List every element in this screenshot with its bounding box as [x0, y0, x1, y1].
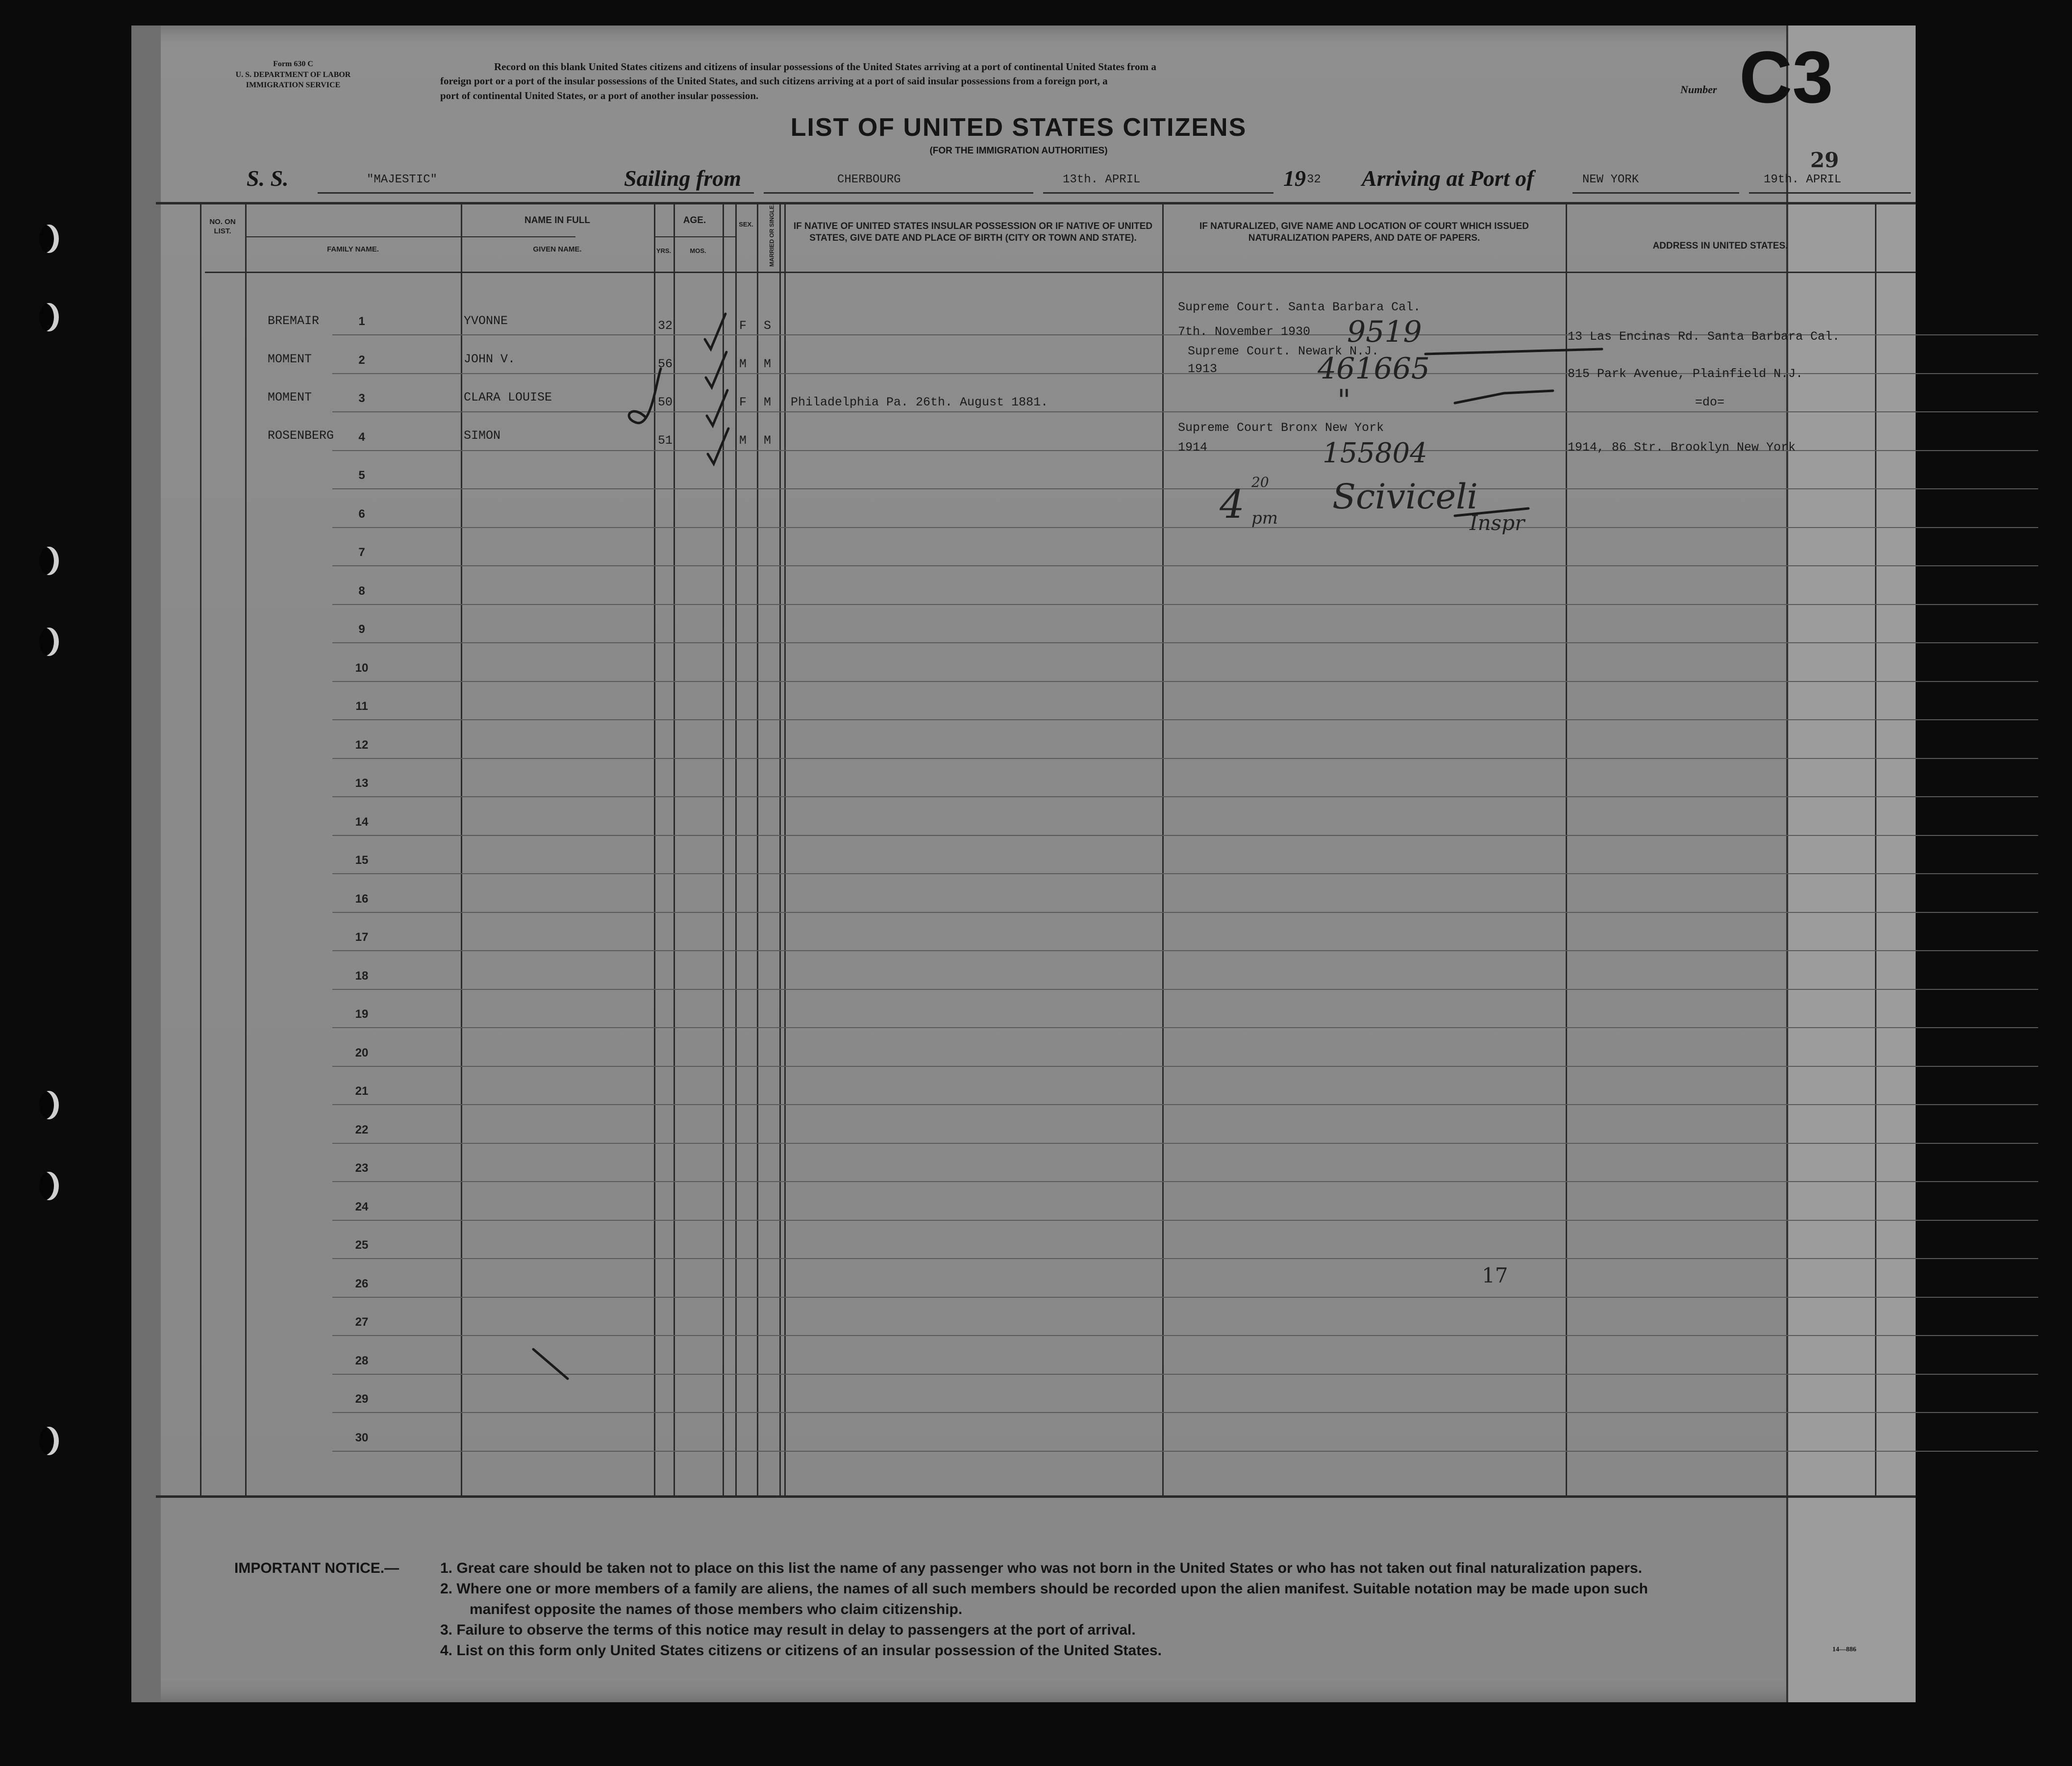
notice-item: 1. Great care should be taken not to place on this list the name of any passenger who was not born in the United States or who has not taken out final naturalization papers. [440, 1560, 1643, 1576]
age-years: 51 [658, 433, 673, 448]
row-number: 2 [358, 353, 365, 367]
check-mark [706, 352, 726, 387]
cert-number-4: 155804 [1323, 437, 1427, 469]
row-number: 9 [358, 623, 365, 636]
check-mark [708, 429, 728, 464]
col-header-marital: MARRIED OR SINGLE. [768, 203, 775, 267]
annotation-scribble [629, 369, 661, 423]
col-header-family: FAMILY NAME. [327, 245, 379, 253]
row-number: 13 [355, 777, 369, 790]
count-mark: 4 [1220, 481, 1245, 527]
pencil-mark [533, 1349, 568, 1379]
sex: M [739, 433, 747, 448]
row-number: 11 [355, 700, 368, 713]
col-header-yrs: YRS. [656, 247, 672, 254]
form-number: Form 630 C [273, 60, 313, 68]
family-name: MOMENT [268, 352, 312, 366]
check-mark [705, 314, 725, 349]
binder-hole [39, 1427, 59, 1455]
age-years: 50 [658, 395, 673, 409]
family-name: ROSENBERG [268, 429, 334, 443]
age-years: 56 [658, 357, 673, 371]
sex: F [739, 319, 747, 333]
cert-number-2: 461665 [1318, 352, 1430, 386]
us-address: =do= [1695, 395, 1725, 409]
row-number: 14 [355, 815, 369, 829]
row-number: 26 [355, 1277, 369, 1290]
col-header-no: NO. ON LIST. [209, 218, 236, 235]
row-number: 29 [355, 1392, 369, 1406]
given-name: YVONNE [464, 314, 508, 328]
tally-number: 17 [1482, 1263, 1508, 1287]
department-label: U. S. DEPARTMENT OF LABOR [235, 70, 351, 79]
marital-status: M [764, 433, 772, 448]
naturalization-court: Supreme Court. Newark N.J. [1188, 344, 1379, 358]
binder-hole [39, 1091, 59, 1119]
arrival-port: NEW YORK [1582, 173, 1639, 186]
birth-info: Philadelphia Pa. 26th. August 1881. [791, 395, 1048, 409]
marital-status: S [764, 319, 772, 333]
row-number: 21 [355, 1085, 369, 1098]
given-name: JOHN V. [464, 352, 516, 366]
row-number: 22 [355, 1123, 369, 1136]
notice-item: manifest opposite the names of those members who claim citizenship. [470, 1601, 963, 1617]
marital-status: M [764, 395, 772, 409]
notice-item: 2. Where one or more members of a family are aliens, the names of all such members should be recorded upon the alien manifest. Suitable notation may be made upon such [440, 1581, 1648, 1597]
arrival-date: 19th. APRIL [1764, 173, 1842, 186]
departure-date: 13th. APRIL [1063, 173, 1141, 186]
naturalization-date: 1914 [1178, 440, 1208, 454]
binder-hole [39, 303, 59, 331]
row-number: 17 [355, 931, 369, 944]
col-header-address: ADDRESS IN UNITED STATES. [1652, 241, 1788, 251]
naturalization-court: Supreme Court Bronx New York [1178, 421, 1384, 435]
row-number: 25 [355, 1238, 369, 1252]
departure-port: CHERBOURG [837, 173, 901, 186]
row-number: 20 [355, 1046, 369, 1060]
row-number: 27 [355, 1315, 369, 1329]
row-number: 28 [355, 1354, 369, 1367]
sex: M [739, 357, 747, 371]
given-name: SIMON [464, 429, 501, 443]
pen-stroke [1425, 349, 1602, 354]
binder-hole [39, 628, 59, 656]
notice-label: IMPORTANT NOTICE.— [234, 1560, 399, 1576]
row-number: 1 [358, 315, 365, 328]
row-number: 24 [355, 1200, 369, 1213]
col-header-age: AGE. [683, 215, 706, 226]
count-superscript: 20 [1251, 474, 1269, 490]
row-number: 18 [355, 969, 369, 983]
sex: F [739, 395, 747, 409]
ss-label: S. S. [247, 166, 289, 191]
row-number: 6 [358, 507, 365, 521]
row-number: 30 [355, 1431, 369, 1444]
binder-hole [39, 225, 59, 253]
col-header-mos: MOS. [690, 247, 706, 254]
family-name: MOMENT [268, 390, 312, 404]
year-prefix: 19 [1283, 166, 1306, 191]
notice-item: 3. Failure to observe the terms of this notice may result in delay to passengers at the port of arrival. [440, 1622, 1136, 1638]
departure-year: 32 [1307, 173, 1321, 186]
sailing-label: Sailing from [624, 166, 742, 191]
handwritten-strokes [131, 25, 1916, 1702]
row-number: 12 [355, 738, 369, 752]
count-subscript: pm [1251, 508, 1278, 528]
instructions-line: foreign port or a port of the insular possessions of the United States, and such citizens arriving at a port of said insular possessions from a foreign port, a [440, 75, 1108, 87]
instructions-line: Record on this blank United States citizens and citizens of insular possessions of the United States arriving at a port of continental United States from a [494, 61, 1156, 73]
row-number: 5 [358, 469, 365, 482]
naturalization-date: 7th. November 1930 [1178, 325, 1311, 339]
manifest-sheet [131, 25, 1916, 1702]
service-label: IMMIGRATION SERVICE [246, 81, 341, 90]
col-header-native: IF NATIVE OF UNITED STATES INSULAR POSSESSION OR IF NATIVE OF UNITED STATES, GIVE DATE AND PLACE OF BIRTH (CITY OR TOWN AND STATE). [793, 221, 1153, 243]
row-number: 19 [355, 1008, 369, 1021]
print-code: 14—886 [1832, 1646, 1856, 1653]
ditto-mark: " [1337, 383, 1351, 418]
row-number: 10 [355, 661, 369, 675]
us-address: 1914, 86 Str. Brooklyn New York [1568, 440, 1796, 454]
row-number: 4 [358, 430, 365, 444]
col-header-name: NAME IN FULL [524, 215, 591, 226]
binder-hole [39, 547, 59, 575]
marital-status: M [764, 357, 772, 371]
inspector-title: Inspr [1470, 511, 1525, 535]
naturalization-court: Supreme Court. Santa Barbara Cal. [1178, 300, 1421, 314]
family-name: BREMAIR [268, 314, 320, 328]
number-label: Number [1680, 83, 1717, 96]
row-number: 3 [358, 392, 365, 405]
notice-item: 4. List on this form only United States citizens or citizens of an insular possession of the United States. [440, 1642, 1162, 1659]
page-subtitle: (FOR THE IMMIGRATION AUTHORITIES) [929, 146, 1108, 156]
page-title: LIST OF UNITED STATES CITIZENS [790, 113, 1247, 142]
col-header-sex: SEX. [739, 221, 753, 228]
given-name: CLARA LOUISE [464, 390, 552, 404]
row-number: 8 [358, 584, 365, 598]
pen-stroke [1455, 508, 1528, 516]
col-header-naturalized: IF NATURALIZED, GIVE NAME AND LOCATION OF COURT WHICH ISSUED NATURALIZATION PAPERS, AND DATE OF PAPERS. [1199, 221, 1529, 243]
inspector-signature: Sciviceli [1332, 477, 1478, 517]
us-address: 13 Las Encinas Rd. Santa Barbara Cal. [1568, 329, 1840, 344]
pen-stroke [1455, 391, 1553, 403]
binder-hole [39, 1172, 59, 1200]
ship-name: "MAJESTIC" [367, 173, 438, 186]
page-number: 29 [1810, 148, 1839, 172]
sheet-code: C3 [1739, 36, 1833, 118]
check-mark [707, 390, 727, 426]
cert-number-1: 9519 [1347, 315, 1422, 349]
row-number: 15 [355, 854, 369, 867]
age-years: 32 [658, 319, 673, 333]
arriving-label: Arriving at Port of [1362, 166, 1534, 191]
row-number: 7 [358, 546, 365, 559]
col-header-given: GIVEN NAME. [533, 245, 582, 253]
naturalization-date: 1913 [1188, 362, 1218, 376]
row-number: 16 [355, 892, 369, 906]
row-number: 23 [355, 1161, 369, 1175]
instructions-line: port of continental United States, or a port of another insular possession. [440, 89, 759, 101]
us-address: 815 Park Avenue, Plainfield N.J. [1568, 367, 1803, 381]
